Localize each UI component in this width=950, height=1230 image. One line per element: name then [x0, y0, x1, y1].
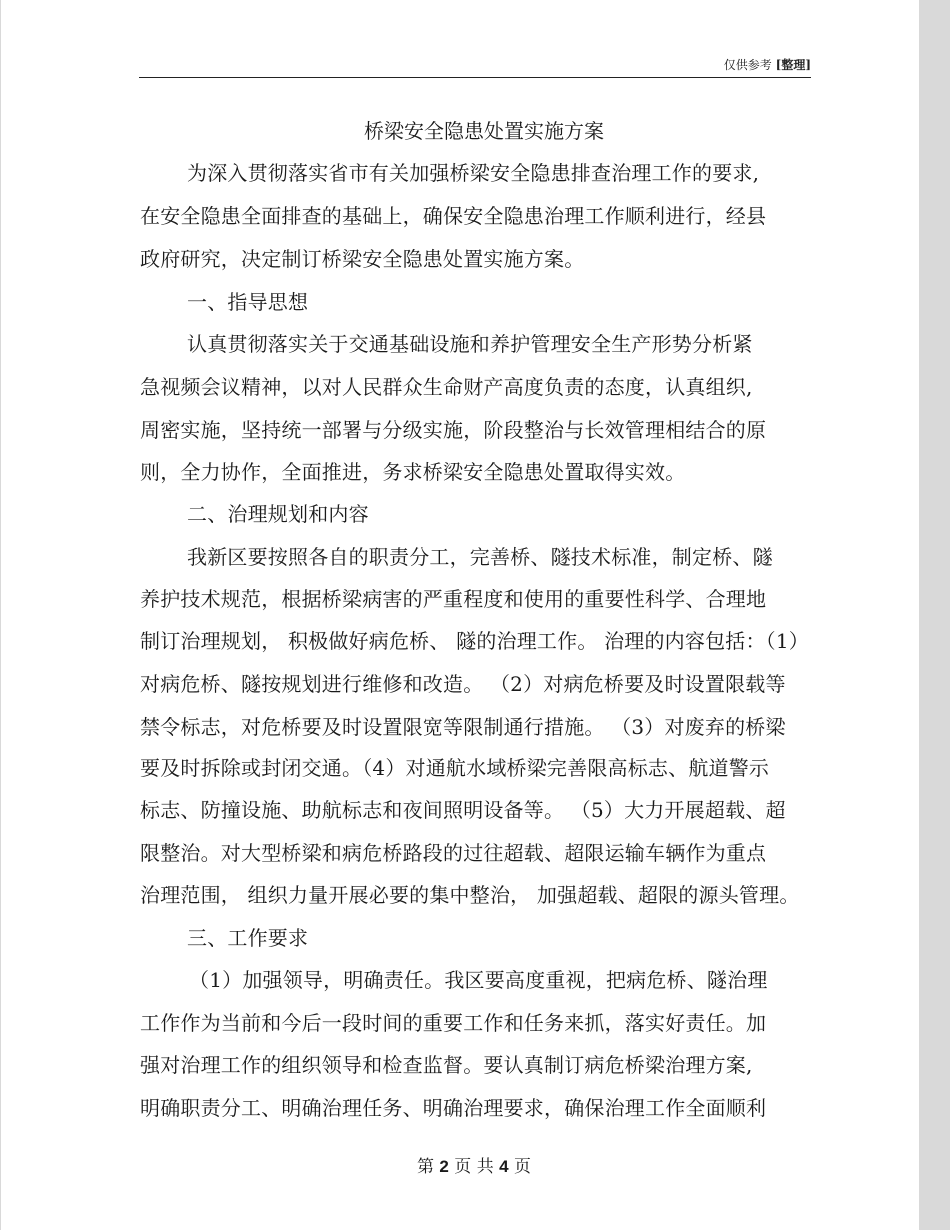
body-line: 制订治理规划， 积极做好病危桥、 隧的治理工作。 治理的内容包括：（1） — [140, 629, 809, 653]
page-footer — [1, 1155, 919, 1179]
header-note — [724, 56, 811, 73]
body-line: 限整治。对大型桥梁和病危桥路段的过往超载、超限运输车辆作为重点 — [140, 841, 767, 865]
body-line: 为深入贯彻落实省市有关加强桥梁安全隐患排查治理工作的要求, — [187, 161, 760, 185]
body-line: 则，全力协作，全面推进，务求桥梁安全隐患处置取得实效。 — [140, 460, 686, 484]
body-line: 我新区要按照各自的职责分工，完善桥、隧技术标准，制定桥、隧 — [187, 545, 773, 569]
section-heading: 三、工作要求 — [187, 926, 309, 950]
section-heading: 二、治理规划和内容 — [187, 502, 369, 526]
body-line: 禁令标志，对危桥要及时设置限宽等限制通行措施。 （3）对废弃的桥梁 — [140, 715, 786, 739]
body-line: 对病危桥、隧按规划进行维修和改造。 （2）对病危桥要及时设置限载等 — [140, 672, 786, 696]
body-line: （1）加强领导，明确责任。我区要高度重视，把病危桥、隧治理 — [189, 968, 768, 992]
section-heading: 一、指导思想 — [187, 290, 309, 314]
document-title: 桥梁安全隐患处置实施方案 — [364, 119, 604, 143]
body-line: 在安全隐患全面排查的基础上，确保安全隐患治理工作顺利进行，经县 — [140, 204, 767, 228]
header-note-tag: [整理] — [775, 58, 811, 72]
body-line: 政府研究，决定制订桥梁安全隐患处置实施方案。 — [140, 247, 585, 271]
body-line: 工作作为当前和今后一段时间的重要工作和任务来抓，落实好责任。加 — [140, 1011, 767, 1035]
header-rule — [139, 77, 811, 78]
body-line: 治理范围， 组织力量开展必要的集中整治， 加强超载、超限的源头管理。 — [140, 883, 800, 907]
body-line: 标志、防撞设施、助航标志和夜间照明设备等。 （5）大力开展超载、超 — [140, 798, 786, 822]
document-page — [1, 0, 919, 1230]
body-line: 强对治理工作的组织领导和检查监督。要认真制订病危桥梁治理方案, — [140, 1053, 753, 1077]
footer-page-number: 2 — [439, 1157, 449, 1176]
body-line: 明确职责分工、明确治理任务、明确治理要求，确保治理工作全面顺利 — [140, 1096, 767, 1120]
body-line: 要及时拆除或封闭交通。（4）对通航水域桥梁完善限高标志、航道警示 — [140, 756, 770, 780]
footer-suffix: 页 — [513, 1157, 531, 1177]
footer-total-pages: 4 — [499, 1157, 509, 1176]
body-line: 周密实施，坚持统一部署与分级实施，阶段整治与长效管理相结合的原 — [140, 418, 767, 442]
body-line: 认真贯彻落实关于交通基础设施和养护管理安全生产形势分析紧 — [187, 332, 753, 356]
footer-mid: 页 共 — [454, 1157, 494, 1177]
header-note-text: 仅供参考 — [723, 58, 772, 72]
body-line: 急视频会议精神，以对人民群众生命财产高度负责的态度，认真组织, — [140, 375, 753, 399]
body-line: 养护技术规范，根据桥梁病害的严重程度和使用的重要性科学、合理地 — [140, 587, 767, 611]
viewer-background — [919, 0, 950, 1230]
footer-prefix: 第 — [417, 1157, 435, 1177]
